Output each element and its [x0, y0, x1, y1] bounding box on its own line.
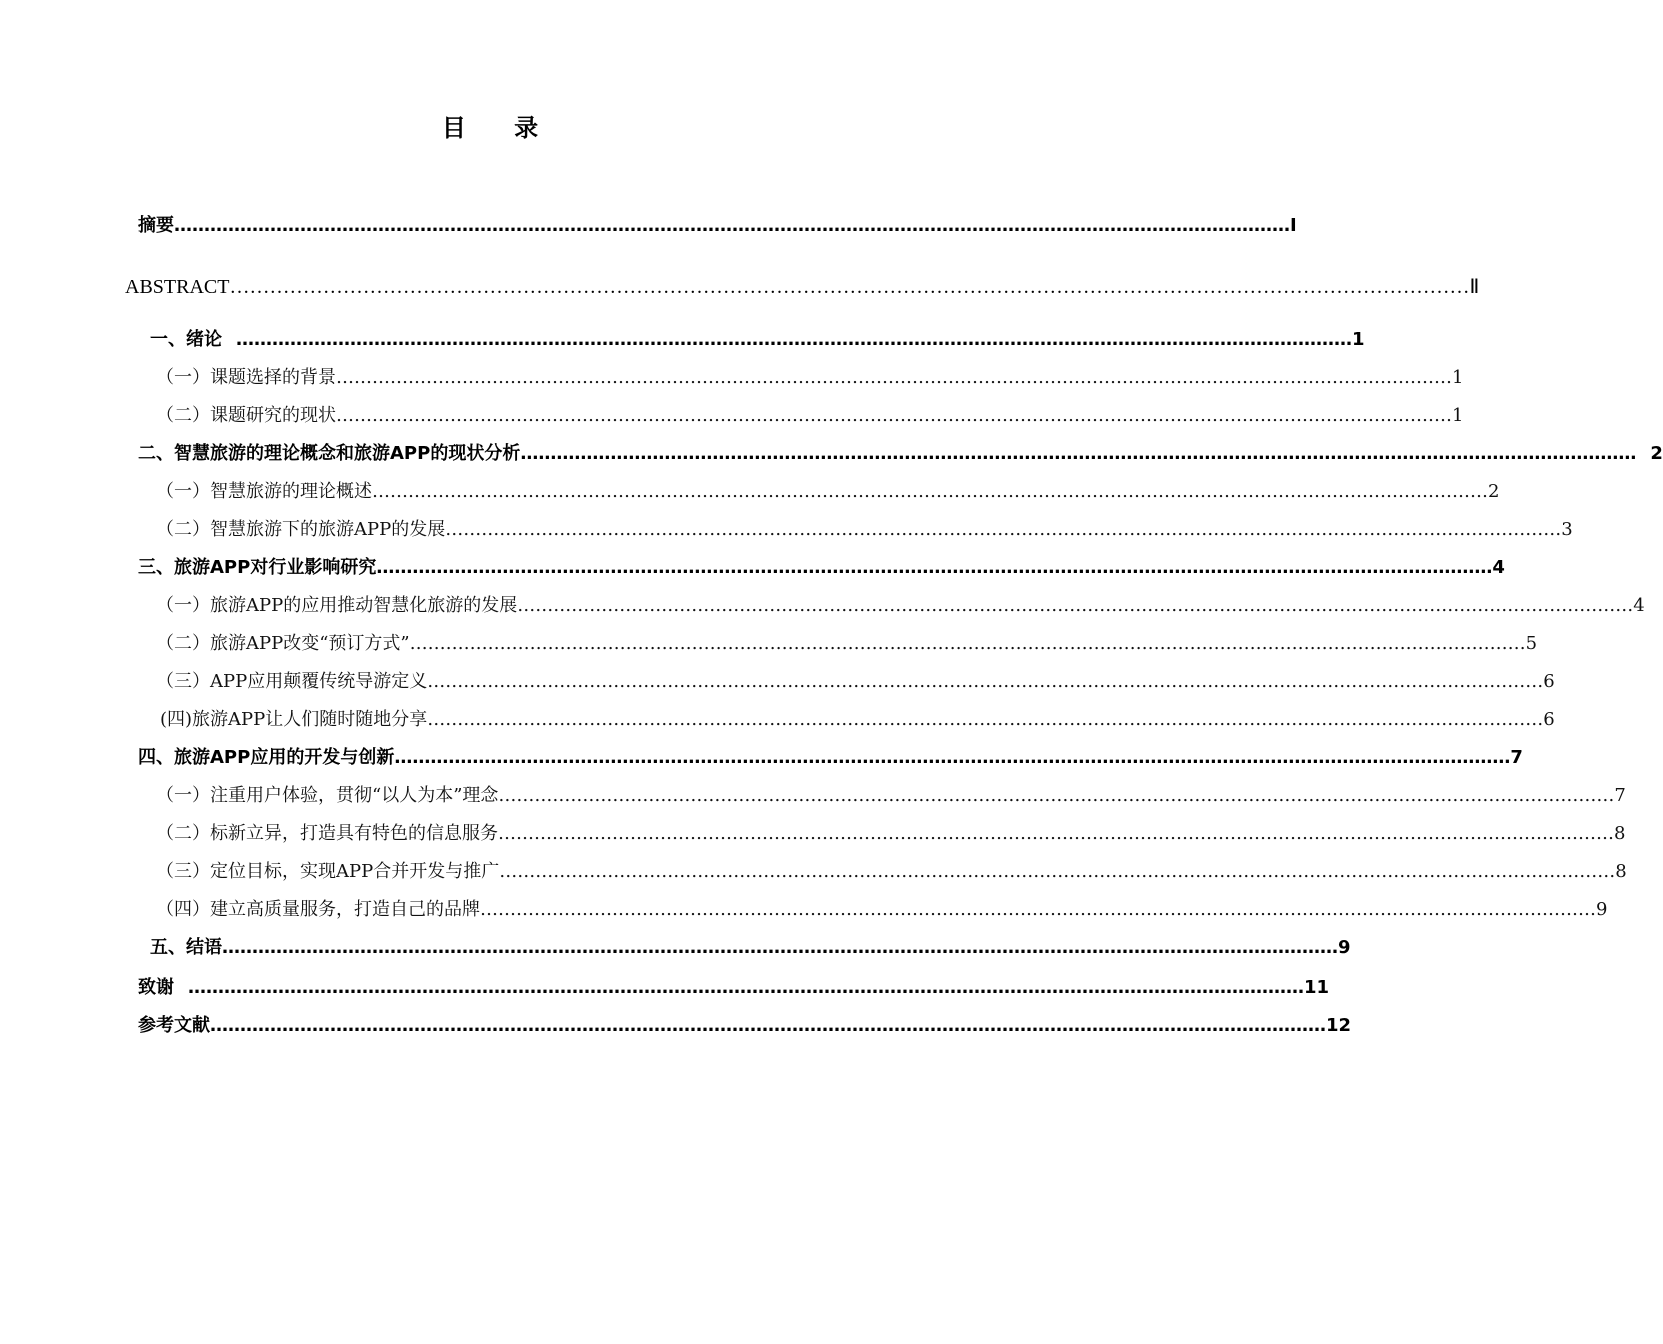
toc-leader-dots: …………………………………………………………………………………………………………………………………………………………………… — [409, 633, 1526, 654]
toc-entry-label: （二）旅游APP改变“预订方式” — [156, 633, 410, 654]
toc-entry-chapter-5[interactable] — [150, 934, 1351, 962]
toc-entry-page: 6 — [1543, 671, 1555, 692]
toc-entry-3-3[interactable] — [156, 668, 1555, 696]
toc-entry-2-2[interactable] — [156, 516, 1573, 544]
toc-leader-dots: …………………………………………………………………………………………………………………………………………………………………… — [188, 977, 1304, 998]
toc-entry-label: （三）定位目标，实现APP合并开发与推广 — [156, 861, 500, 882]
toc-leader-dots: …………………………………………………………………………………………………………………………………………………………………… — [520, 443, 1637, 464]
toc-entry-3-2[interactable] — [156, 630, 1538, 658]
toc-entry-label: （一）课题选择的背景 — [156, 367, 336, 388]
toc-entry-label: （二）标新立异，打造具有特色的信息服务 — [156, 823, 498, 844]
toc-leader-dots: …………………………………………………………………………………………………………………………………………………………………… — [480, 899, 1596, 920]
toc-entry-page: 9 — [1596, 899, 1608, 920]
toc-entry-chapter-4[interactable] — [138, 744, 1523, 772]
toc-entry-label: （一）旅游APP的应用推动智慧化旅游的发展 — [156, 595, 518, 616]
toc-entry-page: 6 — [1543, 709, 1555, 730]
page-title: 目 录 — [441, 114, 559, 142]
toc-leader-dots: …………………………………………………………………………………………………………………………………………………………………… — [229, 276, 1470, 298]
toc-entry-label: 二、智慧旅游的理论概念和旅游APP的现状分析 — [138, 443, 521, 464]
toc-entry-page: 2 — [1650, 443, 1663, 464]
toc-entry-page: 12 — [1326, 1015, 1352, 1036]
toc-leader-dots: …………………………………………………………………………………………………………………………………………………………………… — [427, 671, 1544, 692]
toc-leader-dots: …………………………………………………………………………………………………………………………………………………………………… — [236, 329, 1352, 350]
toc-entry-page: 9 — [1338, 937, 1351, 958]
toc-entry-page: 8 — [1615, 861, 1627, 882]
toc-entry-page: 4 — [1492, 557, 1505, 578]
toc-entry-label: （二）课题研究的现状 — [156, 405, 336, 426]
toc-entry-page: 4 — [1633, 595, 1645, 616]
toc-entry-3-4[interactable] — [160, 706, 1555, 734]
toc-leader-dots: …………………………………………………………………………………………………………………………………………………………………… — [336, 405, 1452, 426]
toc-leader-dots: …………………………………………………………………………………………………………………………………………………………………… — [394, 747, 1511, 768]
toc-entry-4-3[interactable] — [156, 858, 1627, 886]
toc-leader-dots: …………………………………………………………………………………………………………………………………………………………………… — [517, 595, 1634, 616]
toc-leader-dots: …………………………………………………………………………………………………………………………………………………………………… — [499, 861, 1616, 882]
toc-leader-dots: …………………………………………………………………………………………………………………………………………………………………… — [372, 481, 1488, 502]
toc-entry-chapter-1[interactable] — [150, 326, 1365, 354]
toc-entry-page: 5 — [1525, 633, 1538, 654]
toc-entry-page: Ⅱ — [1469, 276, 1480, 298]
toc-entry-chapter-2[interactable] — [138, 440, 1663, 468]
toc-entry-page: 2 — [1488, 481, 1500, 502]
toc-entry-page: 3 — [1561, 519, 1573, 540]
toc-entry-page: 11 — [1304, 977, 1330, 998]
toc-entry-acknowledgements[interactable] — [138, 974, 1330, 1002]
toc-entry-abstract-en[interactable] — [125, 273, 1480, 301]
toc-leader-dots: …………………………………………………………………………………………………………………………………………………………………… — [174, 215, 1290, 236]
toc-entry-label: 致谢 — [138, 977, 174, 998]
toc-leader-dots: …………………………………………………………………………………………………………………………………………………………………… — [427, 709, 1544, 730]
toc-entry-page: Ⅰ — [1290, 215, 1297, 236]
toc-entry-label: 参考文献 — [138, 1015, 210, 1036]
toc-entry-4-2[interactable] — [156, 820, 1626, 848]
toc-entry-page: 1 — [1452, 367, 1464, 388]
toc-entry-label: 摘要 — [138, 215, 174, 236]
toc-entry-4-4[interactable] — [156, 896, 1608, 924]
toc-leader-dots: …………………………………………………………………………………………………………………………………………………………………… — [498, 785, 1615, 806]
toc-leader-dots: …………………………………………………………………………………………………………………………………………………………………… — [222, 937, 1338, 958]
toc-entry-page: 1 — [1452, 405, 1464, 426]
toc-entry-2-1[interactable] — [156, 478, 1500, 506]
toc-entry-label: （一）注重用户体验，贯彻“以人为本”理念 — [156, 785, 499, 806]
toc-entry-label: 三、旅游APP对行业影响研究 — [138, 557, 377, 578]
toc-entry-1-1[interactable] — [156, 364, 1464, 392]
toc-entry-references[interactable] — [138, 1012, 1352, 1040]
toc-entry-3-1[interactable] — [156, 592, 1645, 620]
toc-entry-label: (四)旅游APP让人们随时随地分享 — [160, 709, 428, 730]
toc-entry-label: 一、绪论 — [150, 329, 222, 350]
toc-entry-page: 7 — [1614, 785, 1626, 806]
toc-leader-dots: …………………………………………………………………………………………………………………………………………………………………… — [210, 1015, 1326, 1036]
toc-entry-page: 7 — [1510, 747, 1523, 768]
toc-leader-dots: …………………………………………………………………………………………………………………………………………………………………… — [445, 519, 1562, 540]
toc-entry-label: （二）智慧旅游下的旅游APP的发展 — [156, 519, 446, 540]
toc-entry-4-1[interactable] — [156, 782, 1626, 810]
toc-entry-chapter-3[interactable] — [138, 554, 1505, 582]
toc-leader-dots: …………………………………………………………………………………………………………………………………………………………………… — [498, 823, 1614, 844]
toc-entry-label: （四）建立高质量服务，打造自己的品牌 — [156, 899, 480, 920]
toc-entry-page: 8 — [1614, 823, 1626, 844]
toc-entry-label: 五、结语 — [150, 937, 222, 958]
toc-entry-label: （一）智慧旅游的理论概述 — [156, 481, 372, 502]
toc-entry-1-2[interactable] — [156, 402, 1464, 430]
toc-entry-page: 1 — [1352, 329, 1365, 350]
toc-entry-label: ABSTRACT — [125, 276, 230, 298]
toc-leader-dots: …………………………………………………………………………………………………………………………………………………………………… — [336, 367, 1452, 388]
toc-entry-label: 四、旅游APP应用的开发与创新 — [138, 747, 395, 768]
toc-leader-dots: …………………………………………………………………………………………………………………………………………………………………… — [376, 557, 1493, 578]
toc-entry-abstract-cn[interactable] — [138, 212, 1297, 240]
toc-entry-label: （三）APP应用颠覆传统导游定义 — [156, 671, 428, 692]
